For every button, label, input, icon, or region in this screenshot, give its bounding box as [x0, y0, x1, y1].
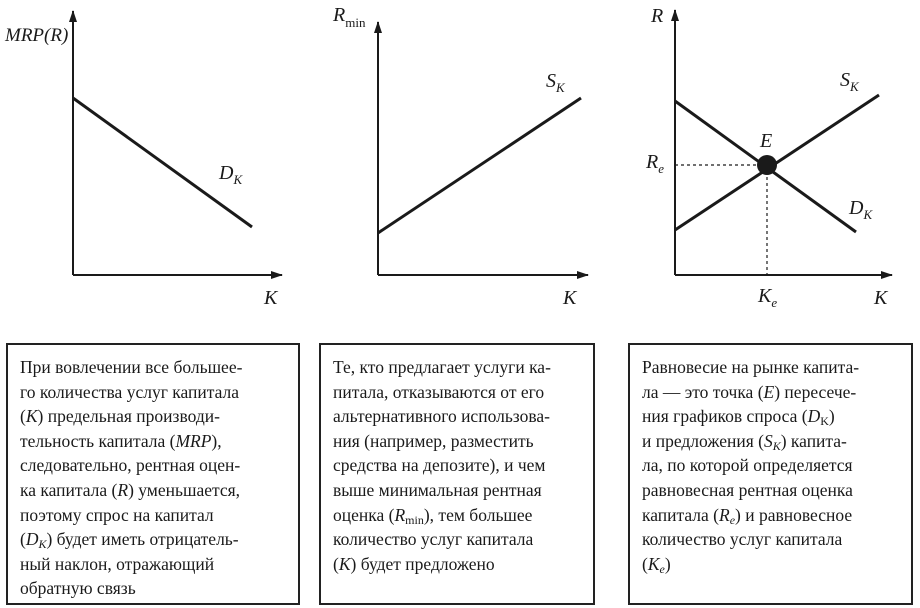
caption-line: ла — это точка (E) пересече-: [642, 381, 857, 402]
caption-line: ный наклон, отражающий: [20, 553, 215, 574]
caption-line: следовательно, рентная оцен-: [20, 455, 241, 476]
demand-graph: [4, 11, 282, 309]
demand-x-label: K: [264, 287, 278, 309]
equilibrium-point-label: E: [760, 130, 773, 152]
caption-line: количество услуг капитала: [642, 529, 843, 550]
caption-line: поэтому спрос на капитал: [20, 504, 214, 525]
caption-line: ния (например, разместить: [333, 430, 534, 451]
caption-line: средства на депозите), и чем: [333, 455, 546, 476]
caption-line: альтернативного использова-: [333, 406, 550, 427]
caption-line: го количества услуг капитала: [20, 381, 240, 402]
supply-curve-label: $S_K$: [546, 70, 565, 95]
ke-label: $K_e$: [758, 285, 778, 310]
re-label: $R_e$: [646, 151, 664, 176]
demand-curve-label: $D_K$: [219, 162, 243, 187]
caption-line: количество услуг капитала: [333, 529, 534, 550]
caption-line: $(K_e)$: [642, 553, 671, 576]
caption-line: тельность капитала (MRP),: [20, 430, 222, 451]
equilibrium-y-label: R: [651, 5, 664, 27]
caption-line: питала, отказываются от его: [333, 381, 545, 402]
caption-line: обратную связь: [20, 578, 136, 599]
demand-caption-box: [6, 343, 300, 605]
caption-line: (K) будет предложено: [333, 553, 495, 574]
caption-line: и предложения $(S_K)$ капита-: [642, 430, 847, 453]
demand-y-label: MRP(R): [5, 25, 69, 46]
supply-curve: [378, 98, 581, 233]
supply-caption-box: [319, 343, 595, 605]
equilibrium-supply-label: $S_K$: [840, 69, 859, 94]
supply-x-label: K: [563, 287, 577, 309]
caption-line: выше минимальная рентная: [333, 479, 542, 500]
equilibrium-demand-label: $D_K$: [849, 197, 873, 222]
caption-line: оценка $(R_{min})$, тем большее: [333, 504, 533, 527]
supply-y-label: $R_{min}$: [333, 4, 366, 30]
caption-line: Равновесие на рынке капита-: [642, 357, 860, 377]
caption-line: ла, по которой определяется: [642, 455, 853, 476]
equilibrium-point: [757, 155, 777, 175]
caption-line: Те, кто предлагает услуги ка-: [333, 357, 551, 377]
caption-line: ка капитала (R) уменьшается,: [20, 479, 241, 500]
equilibrium-graph: [645, 5, 892, 310]
caption-line: капитала $(R_e)$ и равновесное: [642, 504, 853, 527]
caption-line: (K) предельная производи-: [20, 406, 220, 427]
caption-line: $(D_K)$ будет иметь отрицатель-: [20, 529, 239, 552]
caption-line: При вовлечении все большее-: [20, 357, 243, 377]
caption-line: ния графиков спроса $(D_K)$: [642, 406, 835, 429]
equilibrium-x-label: K: [874, 287, 888, 309]
caption-line: равновесная рентная оценка: [642, 479, 853, 500]
equilibrium-caption-box: [628, 343, 913, 605]
supply-graph: [332, 4, 588, 309]
